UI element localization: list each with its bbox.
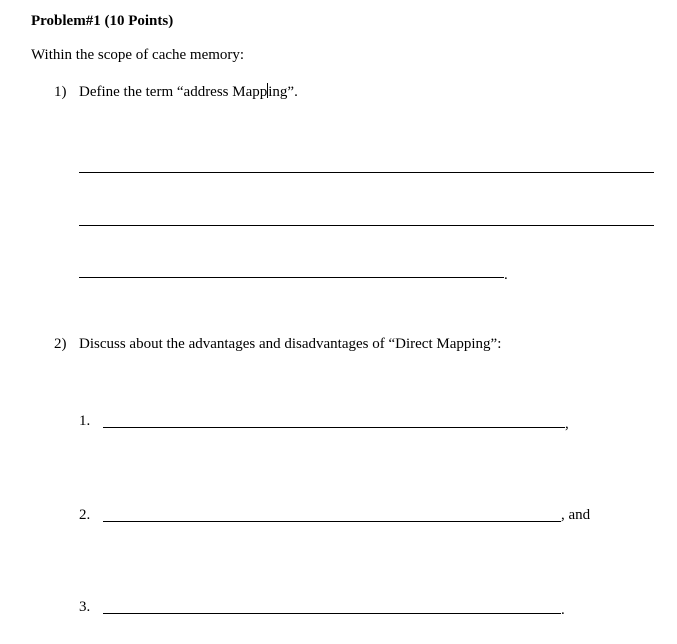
list-item-1-suffix: , [565, 416, 569, 432]
list-item-1-line[interactable] [103, 427, 565, 428]
list-item-2-line[interactable] [103, 521, 561, 522]
list-item-2-number: 2. [79, 507, 91, 523]
problem-intro: Within the scope of cache memory: [31, 47, 245, 63]
answer-line-3[interactable] [79, 277, 504, 278]
question-2-text: Discuss about the advantages and disadvantages of “Direct Mapping”: [79, 336, 502, 352]
answer-line-3-period: . [504, 267, 508, 283]
question-1-text [79, 83, 298, 101]
list-item-1-number: 1. [79, 413, 91, 429]
problem-title: Problem#1 (10 Points) [31, 13, 174, 29]
list-item-3-line[interactable] [103, 613, 561, 614]
answer-line-1[interactable] [79, 172, 654, 173]
list-item-3-number: 3. [79, 599, 91, 615]
question-2-number: 2) [54, 336, 67, 352]
question-1-number: 1) [54, 84, 67, 100]
question-1-text-part-a: Define the term “address Mapp [79, 84, 268, 100]
list-item-3-suffix: . [561, 602, 565, 618]
question-1-text-part-b: ing”. [268, 84, 298, 100]
answer-line-2[interactable] [79, 225, 654, 226]
list-item-2-suffix: , and [561, 507, 591, 523]
